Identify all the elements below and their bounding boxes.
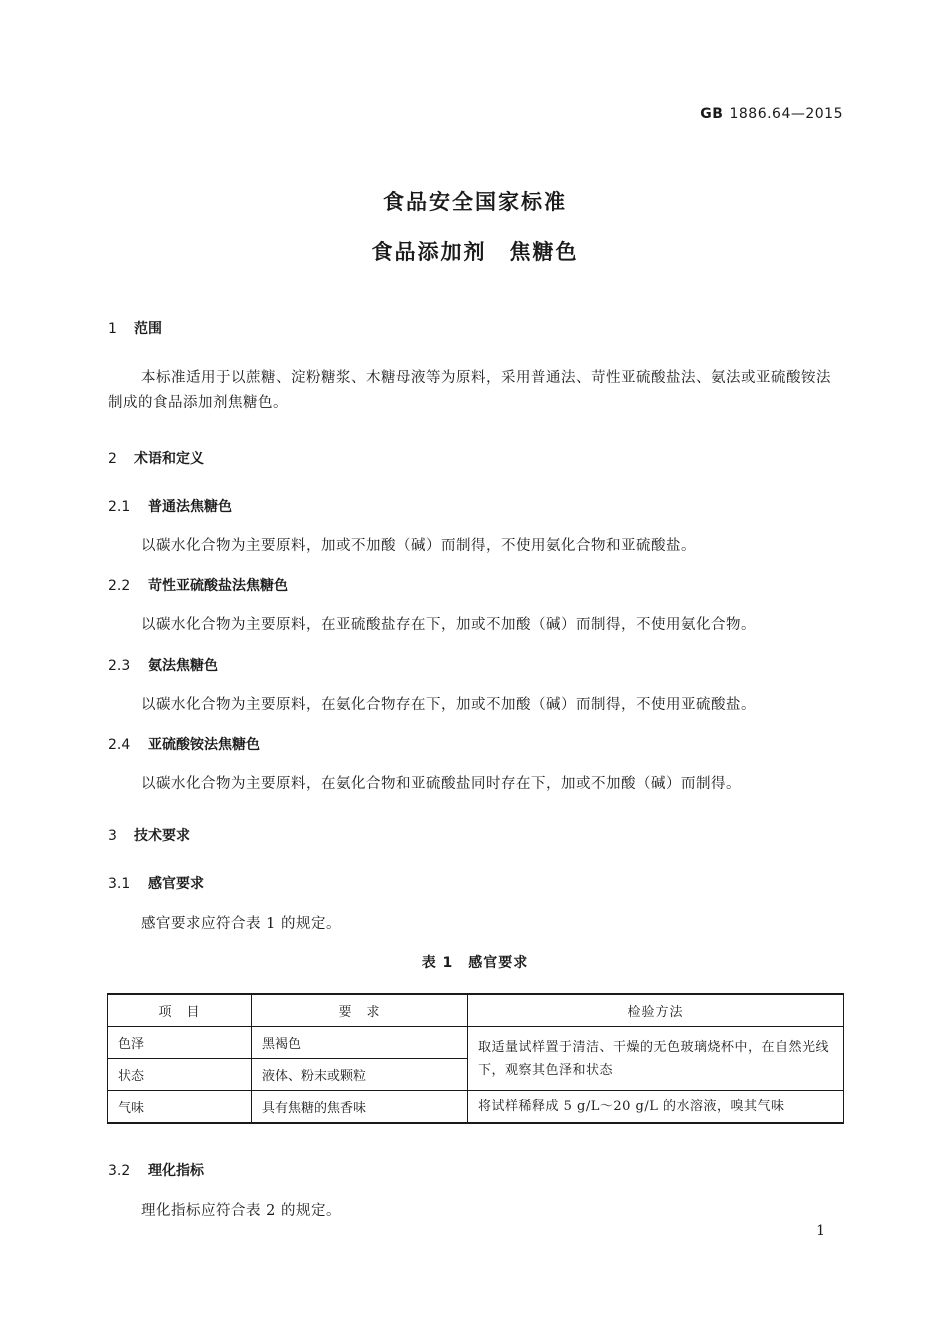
section-heading-3-2: 3.2 理化指标 bbox=[108, 1163, 204, 1179]
document-subtitle: 食品添加剂 焦糖色 bbox=[371, 240, 579, 264]
standard-prefix: GB bbox=[700, 106, 724, 122]
table-header-item: 项 目 bbox=[108, 994, 252, 1027]
section-heading-2-1: 2.1 普通法焦糖色 bbox=[108, 499, 232, 515]
section-heading-3: 3 技术要求 bbox=[108, 828, 190, 844]
table-header-row bbox=[108, 994, 844, 1027]
table-cell-item: 状态 bbox=[108, 1059, 252, 1091]
section-heading-1: 1 范围 bbox=[108, 321, 162, 337]
section-heading-3-1: 3.1 感官要求 bbox=[108, 876, 204, 892]
table-cell-requirement: 黑褐色 bbox=[252, 1027, 468, 1059]
table-header-method: 检验方法 bbox=[468, 994, 844, 1027]
page-number: 1 bbox=[816, 1223, 825, 1239]
section-heading-2: 2 术语和定义 bbox=[108, 451, 204, 467]
section-heading-2-4: 2.4 亚硫酸铵法焦糖色 bbox=[108, 737, 260, 753]
section-3-1-text: 感官要求应符合表 1 的规定。 bbox=[141, 916, 341, 932]
sensory-requirements-table bbox=[107, 993, 844, 1124]
section-heading-2-2: 2.2 苛性亚硫酸盐法焦糖色 bbox=[108, 578, 288, 594]
section-heading-2-3: 2.3 氨法焦糖色 bbox=[108, 658, 218, 674]
table-1-caption: 表 1 感官要求 bbox=[421, 955, 529, 971]
table-row bbox=[108, 1027, 844, 1059]
section-2-1-text: 以碳水化合物为主要原料，加或不加酸（碱）而制得，不使用氨化合物和亚硫酸盐。 bbox=[141, 538, 696, 554]
table-cell-item: 气味 bbox=[108, 1091, 252, 1124]
standard-code bbox=[700, 106, 843, 122]
section-3-2-text: 理化指标应符合表 2 的规定。 bbox=[141, 1203, 341, 1219]
table-header-requirement: 要 求 bbox=[252, 994, 468, 1027]
section-2-4-text: 以碳水化合物为主要原料，在氨化合物和亚硫酸盐同时存在下，加或不加酸（碱）而制得。 bbox=[141, 776, 741, 792]
table-cell-method-merged: 取适量试样置于清洁、干燥的无色玻璃烧杯中，在自然光线下，观察其色泽和状态 bbox=[468, 1027, 844, 1091]
table-cell-method: 将试样稀释成 5 g/L～20 g/L 的水溶液，嗅其气味 bbox=[468, 1091, 844, 1124]
section-1-text: 本标准适用于以蔗糖、淀粉糖浆、木糖母液等为原料，采用普通法、苛性亚硫酸盐法、氨法或亚硫酸铵法制成的食品添加剂焦糖色。 bbox=[108, 370, 831, 411]
table-cell-item: 色泽 bbox=[108, 1027, 252, 1059]
table-row bbox=[108, 1091, 844, 1124]
section-2-3-text: 以碳水化合物为主要原料，在氨化合物存在下，加或不加酸（碱）而制得，不使用亚硫酸盐。 bbox=[141, 697, 756, 713]
standard-number: 1886.64—2015 bbox=[729, 106, 843, 122]
document-title: 食品安全国家标准 bbox=[383, 190, 567, 214]
section-2-2-text: 以碳水化合物为主要原料，在亚硫酸盐存在下，加或不加酸（碱）而制得，不使用氨化合物。 bbox=[141, 617, 756, 633]
table-cell-requirement: 具有焦糖的焦香味 bbox=[252, 1091, 468, 1124]
table-cell-requirement: 液体、粉末或颗粒 bbox=[252, 1059, 468, 1091]
